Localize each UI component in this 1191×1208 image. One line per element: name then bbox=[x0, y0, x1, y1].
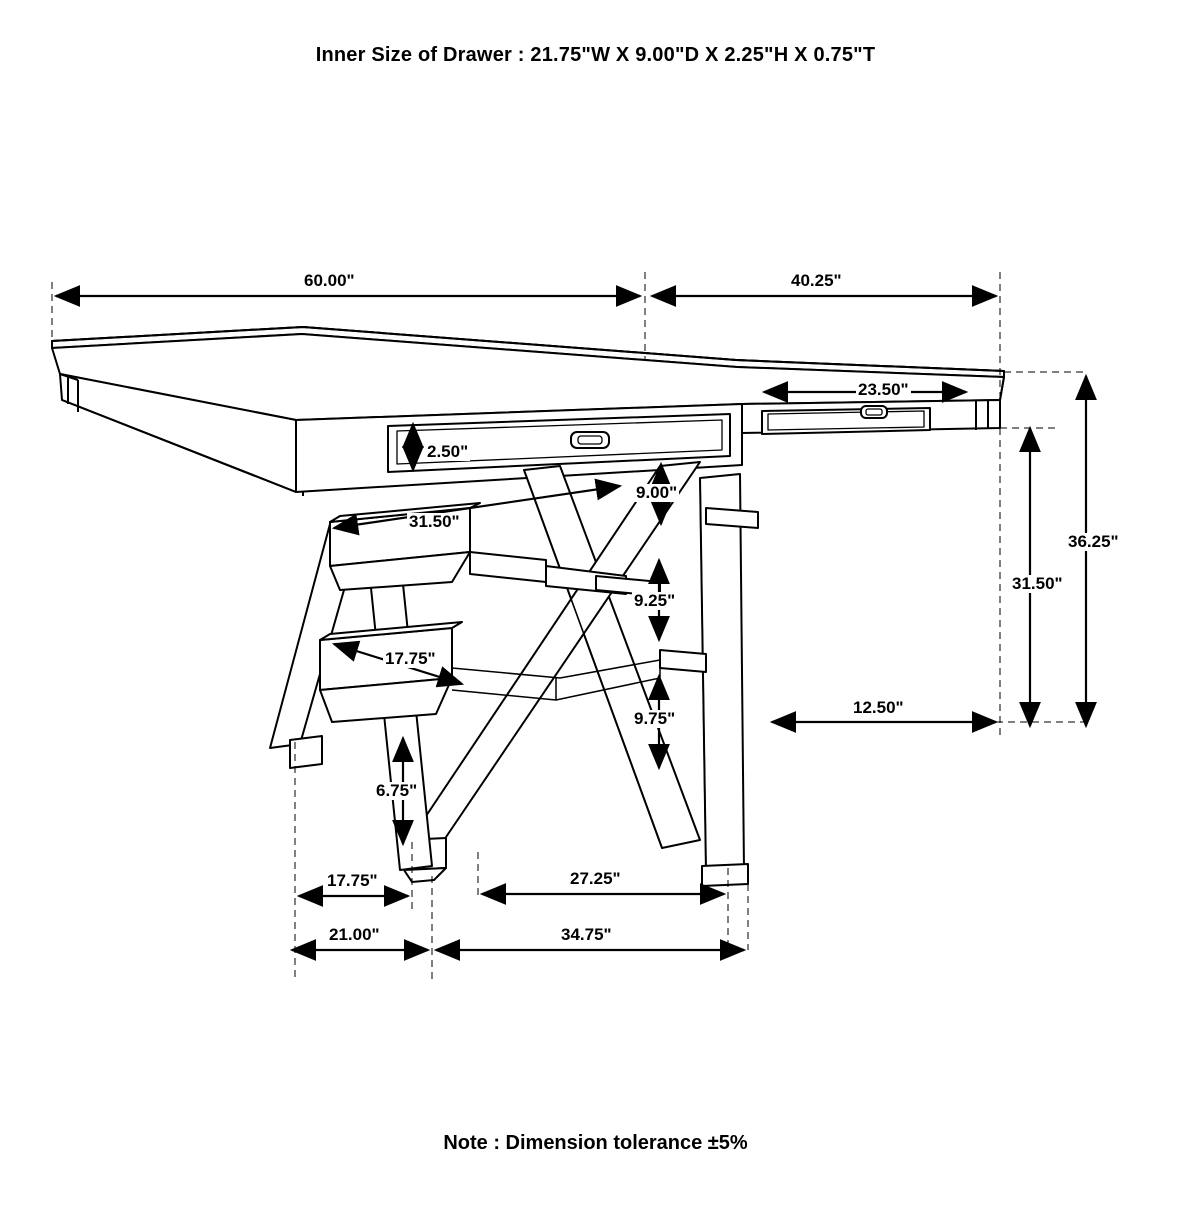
dim-label-right-drawer-width: 23.50" bbox=[858, 380, 909, 399]
dim-label-top-left-width: 60.00" bbox=[304, 271, 355, 290]
page-title: Inner Size of Drawer : 21.75"W X 9.00"D X 2.25"H X 0.75"T bbox=[315, 44, 876, 66]
dim-label-leg-inset: 12.50" bbox=[853, 698, 904, 717]
dim-label-upper-shelf-length: 31.50" bbox=[409, 512, 460, 531]
dim-label-base-left-width: 21.00" bbox=[329, 925, 380, 944]
dim-label-total-height: 36.25" bbox=[1068, 532, 1119, 551]
dim-label-base-right-width: 34.75" bbox=[561, 925, 612, 944]
dim-label-apron-height: 31.50" bbox=[1012, 574, 1063, 593]
tolerance-note: Note : Dimension tolerance ±5% bbox=[443, 1132, 748, 1154]
dim-label-lower-shelf-height: 6.75" bbox=[376, 781, 418, 800]
dim-label-foot-depth: 17.75" bbox=[327, 871, 378, 890]
dim-label-apron-to-stretcher: 9.00" bbox=[636, 483, 678, 502]
dim-label-mid-gap: 9.25" bbox=[634, 591, 676, 610]
dim-label-stretcher-to-floor: 9.75" bbox=[634, 709, 676, 728]
dim-label-foot-span: 27.25" bbox=[570, 869, 621, 888]
dim-label-top-right-width: 40.25" bbox=[791, 271, 842, 290]
table-illustration bbox=[52, 327, 1004, 886]
dim-label-drawer-height: 2.50" bbox=[427, 442, 469, 461]
dim-label-lower-shelf-length: 17.75" bbox=[385, 649, 436, 668]
